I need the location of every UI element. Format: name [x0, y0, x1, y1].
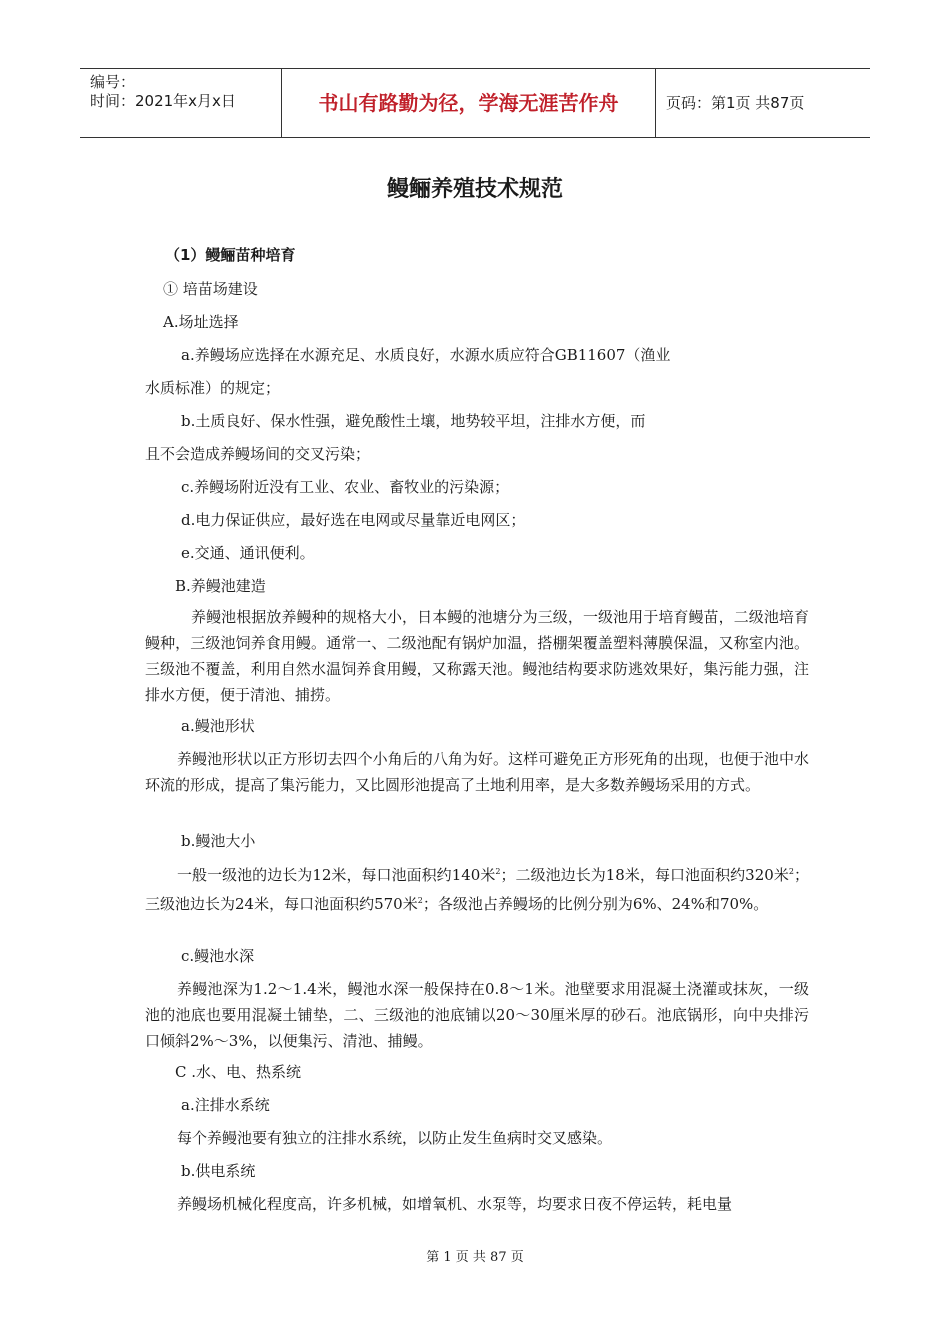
- pond-shape-paragraph: 养鳗池形状以正方形切去四个小角后的八角为好。这样可避免正方形死角的出现，也便于池中水环流的形成，提高了集污能力，又比圆形池提高了土地利用率，是大多数养鳗场采用的方式。: [145, 750, 809, 794]
- pond-depth-paragraph: 养鳗池深为1.2～1.4米，鳗池水深一般保持在0.8～1米。池壁要求用混凝土浇灌或抹灰，一级池的池底也要用混凝土铺垫，二、三级池的池底铺以20～30厘米厚的砂石。池底锅形，向中央排污口倾斜2%～3%，以便集污、清池、捕鳗。: [145, 980, 809, 1050]
- page-footer: 第 1 页 共 87 页: [426, 1250, 524, 1265]
- header-motto: 书山有路勤为径，学海无涯苦作舟: [281, 69, 656, 137]
- part-b-paragraph: 养鳗池根据放养鳗种的规格大小，日本鳗的池塘分为三级，一级池用于培育鳗苗，二级池培育鳗种，三级池饲养食用鳗。通常一、二级池配有锅炉加温，搭棚架覆盖塑料薄膜保温，又称室内池。三级池不覆盖，利用自然水温饲养食用鳗，又称露天池。鳗池结构要求防逃效果好，集污能力强，注排水方便，便于清池、捕捞。: [145, 608, 809, 704]
- superscript: 2: [495, 867, 501, 876]
- header-page-info: 页码：第1页 共87页: [666, 94, 805, 112]
- item-b1-line1: b.土质良好、保水性强，避免酸性土壤，地势较平坦，注排水方便，而: [181, 412, 646, 430]
- header-time-label: 时间：2021年x月x日: [90, 92, 236, 110]
- subsection-nursery-construction: ① 培苗场建设: [163, 280, 258, 298]
- item-c1: c.养鳗场附近没有工业、农业、畜牧业的污染源；: [181, 478, 510, 496]
- part-c-heading: C .水、电、热系统: [175, 1063, 302, 1081]
- header-meta: [80, 69, 281, 137]
- water-system-text: 每个养鳗池要有独立的注排水系统，以防止发生鱼病时交叉感染。: [177, 1129, 613, 1147]
- item-a1-line2: 水质标准）的规定；: [145, 379, 281, 397]
- part-b-heading: B.养鳗池建造: [175, 577, 266, 595]
- superscript: 2: [788, 867, 794, 876]
- section-heading: （1）鳗鲡苗种培育: [165, 246, 296, 264]
- pond-shape-heading: a.鳗池形状: [181, 717, 255, 735]
- document-title: 鳗鲡养殖技术规范: [386, 177, 563, 202]
- part-a-heading: A.场址选择: [163, 313, 239, 331]
- pond-size-paragraph: 一般一级池的边长为12米，每口池面积约140米$^2$；二级池边长为18米，每口池面积约320米$^2$；三级池边长为24米，每口池面积约570米$^2$；各级池占养鳗场的比例分别为6%、24%和70%。: [145, 866, 809, 913]
- power-system-text: 养鳗场机械化程度高，许多机械，如增氧机、水泵等，均要求日夜不停运转，耗电量: [177, 1195, 733, 1213]
- item-b1-line2: 且不会造成养鳗场间的交叉污染；: [145, 445, 371, 463]
- item-d1: d.电力保证供应，最好选在电网或尽量靠近电网区；: [181, 511, 526, 529]
- pond-depth-heading: c.鳗池水深: [181, 947, 255, 965]
- superscript: 2: [417, 896, 423, 905]
- item-a1-line1: a.养鳗场应选择在水源充足、水质良好，水源水质应符合GB11607（渔业: [181, 346, 671, 364]
- power-system-heading: b.供电系统: [181, 1162, 256, 1180]
- pond-size-heading: b.鳗池大小: [181, 832, 256, 850]
- header-number-label: 编号：: [90, 73, 136, 91]
- document-header: [80, 68, 870, 138]
- item-e1: e.交通、通讯便利。: [181, 544, 315, 562]
- water-system-heading: a.注排水系统: [181, 1096, 270, 1114]
